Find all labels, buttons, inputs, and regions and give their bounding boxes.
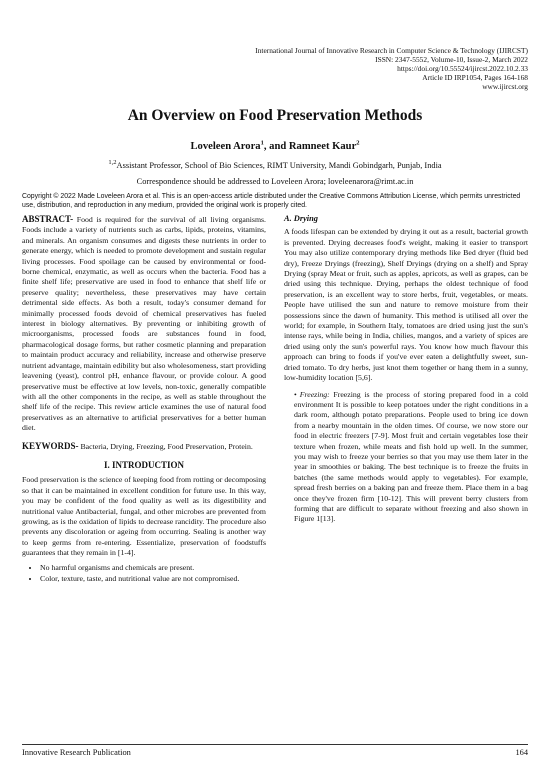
copyright-notice: Copyright © 2022 Made Loveleen Arora et al. This is an open-access article distributed under the Creative Commons Attribution License, which permits unrestricted use, distribution, and reproduction in any medium, provided the original work is properly cited. [22, 193, 521, 209]
section-heading-introduction: I. INTRODUCTION [103, 459, 184, 470]
journal-header [168, 47, 528, 92]
paper-title: An Overview on Food Preservation Methods [127, 107, 423, 124]
affiliation-sup: 1,2 [108, 159, 117, 167]
list-item: • Color, texture, taste, and nutritional value are not compromised. [40, 574, 266, 584]
abstract-text: Food is required for the survival of all living organisms. Foods include a variety of nutrients such as carbs, lipids, proteins, vitamins, and minerals. An organism consumes and digests these nutrients in order to generate energy, which is needed to promote development and sustain regular living processes. Food spoilage can be caused by environmental or food-borne chemical, enzymatic, as well as occurs when the bacteria. Food has a finite shelf life; preservative are used in food to enhance that shelf life or preserve quality; nevertheless, these preservatives may have certain detrimental side effects. As both a result, today's consumer demand for minimally processed foods devoid of chemical preservatives has fueled interest in biology alternatives. By preventing or inhibiting growth of microorganisms, processed foods are substances found in food, pharmacological dosage forms, but rather cosmetic planning and preparation to maintain product accuracy and reliability, increase and otherwise preserve nutrient advantage, maintain edibility but also wholesomeness, start providing leavening (yeast), control pH, enhance flavour, or provide colour. A good preservative must be effective at low levels, non-toxic, generally compatible with all the other components in the recipe, as well as stable throughout the shelf life of the recipe. This review article examines the use of natural food preservatives as an alternative to artificial preservatives for a better human diet. [22, 215, 266, 433]
article-id: Article ID IRP1054, Pages 164-168 [422, 72, 528, 82]
correspondence: Correspondence should be addressed to Loveleen Arora; loveleenarora@rimt.ac.in [136, 177, 414, 186]
affiliation-text: Assistant Professor, School of Bio Sciences, RIMT University, Mandi Gobindgarh, Punjab, India [116, 161, 442, 170]
list-item: • No harmful organisms and chemicals are present. [40, 563, 266, 573]
affiliation [0, 161, 550, 170]
abstract-label: ABSTRACT- [22, 214, 74, 224]
introduction-bullets [22, 563, 266, 585]
freezing-label: Freezing: [299, 389, 330, 399]
list-item [294, 390, 528, 525]
author-1: Loveleen Arora [190, 141, 261, 152]
freezing-bullets [284, 390, 528, 525]
author-2-sup: 2 [356, 139, 360, 147]
footer-publisher: Innovative Research Publication [22, 748, 131, 757]
subsection-heading-drying: A. Drying [284, 214, 318, 223]
drying-text: A foods lifespan can be extended by drying it out as a result, bacterial growth is prevented. Drying decreases food's weight, making it easier to transport You may also utilize contemporary drying methods like Bed dryer (fluid bed dry), Freeze Dryings (freezing), Shelf Dryings (drying on a shelf) and Spray Drying (spray Meat or fruit, such as apples, apricots, as well as grapes, can be dried using this technique. Drying, perhaps the oldest technique of food preservation, is an excellent way to store herbs, fruit, vegetables, or meats. People have utilised the sun and nature to remove moisture from their possessions since the dawn of humanity. This method is utilised all over the world; for example, in Southern Italy, tomatoes are dried using just the sun's intense rays, while being in India, chilies, mangos, and a variety of spices are dried using only the sun's powerful rays. You know how much flavour this approach can bring to foods if you've ever eaten a delightfully sweet, sun-dried tomato. To dry herbs, just knot them together or hang them in a sunny, low-humidity location [5,6]. [284, 227, 528, 383]
author-1-sup: 1 [260, 139, 264, 147]
footer-divider [22, 744, 528, 745]
author-separator: , and [263, 141, 289, 152]
freezing-text: Freezing is the process of storing prepared food in a cold environment It is possible to keep potatoes under the right conditions in a dark room, although potato preparations. People used to bring ice down from a nearby mountain in the olden times. Of course, we now store our food in electric freezers [7-9]. Most fruit and certain vegetables lose their texture when frozen, while meats and fish hold up well. In the summer, you may wish to freeze your berries so that you may use them later in the year in smoothies or baking. The best technique is to freeze the fruits in batches (the same methods would apply to vegetables). For example, spread fresh berries on a baking pan and freeze them. Place them in a bag once they've frozen firm [10-12]. This will prevent berry clusters from forming that are difficult to separate without freezing and also shown in Figure 1[13]. [294, 389, 528, 524]
issn-line: ISSN: 2347-5552, Volume-10, Issue-2, March 2022 [375, 54, 528, 64]
left-column [22, 214, 266, 585]
doi-link[interactable]: https://doi.org/10.55524/ijircst.2022.10.2.33 [397, 63, 528, 73]
author-2: Ramneet Kaur [288, 141, 357, 152]
journal-name: International Journal of Innovative Research in Computer Science & Technology (IJIRCST) [255, 46, 528, 55]
introduction-text: Food preservation is the science of keeping food from rotting or decomposing so that it can be maintained in excellent condition for future use. In this way, you may be confident of the food quality as well as its digestibility and nutritional value Antibacterial, fungal, and other microbes are prevented from growing, as is the oxidation of lipids to decrease rancidity. The procedure also prevents any discoloration or ageing from occurring. Sealing is another way to keep germs from re-entering. Essentialize, preservation of foodstuffs guarantees that they remain in [1-4]. [22, 475, 266, 558]
keywords-text: Bacteria, Drying, Freezing, Food Preservation, Protein. [78, 441, 253, 451]
right-column [284, 214, 528, 526]
keywords [22, 441, 266, 452]
page-number: 164 [515, 748, 528, 757]
website-link[interactable]: www.ijircst.org [482, 81, 528, 91]
keywords-label: KEYWORDS- [22, 440, 79, 451]
author-line [0, 141, 550, 152]
abstract [22, 214, 266, 434]
